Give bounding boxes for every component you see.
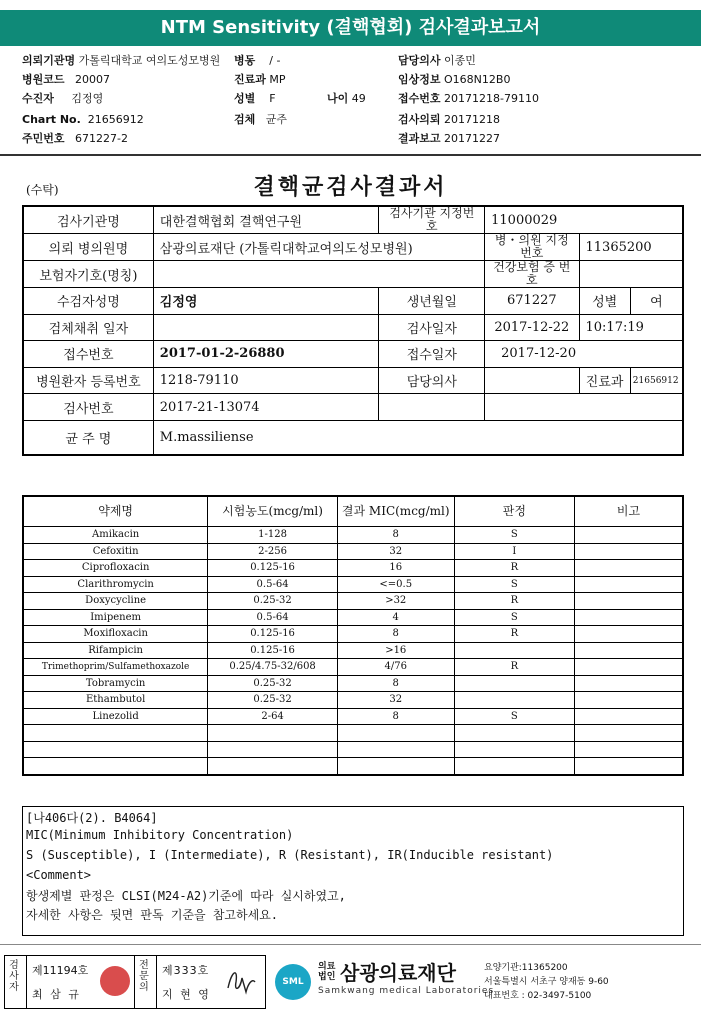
- concentration-cell: 0.5-64: [208, 576, 338, 593]
- sex-label: 성별: [234, 92, 256, 105]
- mic-cell: 32: [337, 692, 454, 709]
- mic-cell: [337, 758, 454, 775]
- remark-cell: [575, 543, 683, 560]
- remark-cell: [575, 725, 683, 742]
- interpretation-cell: R: [454, 626, 574, 643]
- table-row: [23, 626, 683, 643]
- requester-value: 가톨릭대학교 여의도성모병원: [78, 54, 221, 67]
- remark-cell: [575, 593, 683, 610]
- drug-name-cell: Clarithromycin: [23, 576, 208, 593]
- chart-label: Chart No.: [22, 113, 81, 126]
- interpretation-cell: [454, 758, 574, 775]
- dept-value: 21656912: [630, 367, 683, 394]
- dept-label: 진료과: [579, 367, 630, 394]
- interpretation-cell: S: [454, 708, 574, 725]
- remark-cell: [575, 708, 683, 725]
- doctor-label: 담당의사: [379, 367, 485, 394]
- specialist-signature-icon: [222, 964, 258, 998]
- chart-value: 21656912: [87, 113, 144, 126]
- interpretation-cell: R: [454, 659, 574, 676]
- table-row: [23, 758, 683, 775]
- accept-no-label: 접수번호: [23, 341, 153, 368]
- drug-name-cell: Tobramycin: [23, 675, 208, 692]
- table-row: [23, 642, 683, 659]
- consign-mark: (수탁): [26, 183, 59, 197]
- remark-cell: [575, 527, 683, 544]
- interpretation-cell: S: [454, 527, 574, 544]
- specialist-name: 지 현 영: [162, 988, 211, 1001]
- test-no-value: 2017-21-13074: [153, 394, 379, 421]
- drug-name-cell: Imipenem: [23, 609, 208, 626]
- health-label: 건강보험 증 번 호: [485, 261, 579, 288]
- doctor-label: 담당의사: [398, 54, 441, 67]
- remark-cell: [575, 659, 683, 676]
- concentration-cell: [208, 741, 338, 758]
- birth-value: 671227: [485, 288, 579, 315]
- hosp-label: 의뢰 병의원명: [23, 234, 153, 261]
- table-row: [23, 609, 683, 626]
- header-divider: [0, 154, 701, 156]
- drug-name-cell: [23, 725, 208, 742]
- report-notes: [22, 806, 684, 936]
- susceptibility-table: [22, 495, 684, 776]
- table-row: [23, 675, 683, 692]
- examiner-seal-icon: [100, 966, 130, 996]
- mic-cell: 32: [337, 543, 454, 560]
- lab-no-value: 11000029: [485, 206, 683, 234]
- rrn-value: 671227-2: [75, 132, 128, 145]
- drug-name-cell: Moxifloxacin: [23, 626, 208, 643]
- ward-value: / -: [269, 54, 281, 67]
- table-row: [23, 527, 683, 544]
- remark-cell: [575, 626, 683, 643]
- interpretation-cell: [454, 675, 574, 692]
- rrn-label: 주민번호: [22, 132, 65, 145]
- specimen-value: 균주: [265, 113, 288, 126]
- mic-cell: 8: [337, 626, 454, 643]
- remark-cell: [575, 741, 683, 758]
- drug-name-cell: Trimethoprim/Sulfamethoxazole: [23, 659, 208, 676]
- mic-cell: 4/76: [337, 659, 454, 676]
- col-header-remark: 비고: [575, 496, 683, 527]
- org-address: 서울특별시 서초구 양재동 9-60: [484, 977, 609, 987]
- patient-value: 김정영: [71, 92, 104, 105]
- sex-label: 성별: [579, 288, 630, 315]
- name-value: 김정영: [153, 288, 379, 315]
- table-row: [23, 659, 683, 676]
- table-row: [23, 560, 683, 577]
- concentration-cell: 2-256: [208, 543, 338, 560]
- insured-label: 보험자기호(명칭): [23, 261, 153, 288]
- org-name: 삼광의료재단: [340, 961, 456, 985]
- collect-label: 검체채취 일자: [23, 314, 153, 341]
- table-row: [23, 741, 683, 758]
- table-row: [23, 593, 683, 610]
- concentration-cell: [208, 758, 338, 775]
- organism-value: M.massiliense: [153, 420, 683, 455]
- document-title: 결핵균검사결과서: [253, 174, 448, 200]
- health-value: [579, 261, 683, 288]
- patient-label: 수진자: [22, 92, 54, 105]
- examiner-name: 최 삼 규: [32, 988, 81, 1001]
- remark-cell: [575, 609, 683, 626]
- drug-name-cell: [23, 758, 208, 775]
- doctor-value: 이종민: [444, 54, 476, 67]
- interpretation-cell: R: [454, 593, 574, 610]
- notes-legend: S (Susceptible), I (Intermediate), R (Resistant), IR(Inducible resistant): [26, 848, 554, 862]
- concentration-cell: 0.125-16: [208, 626, 338, 643]
- test-date-value: 2017-12-22: [485, 314, 579, 341]
- drug-name-cell: Amikacin: [23, 527, 208, 544]
- organism-label: 균 주 명: [23, 420, 153, 455]
- ward-label: 병동: [234, 54, 256, 67]
- mic-cell: >16: [337, 642, 454, 659]
- sex-value: 여: [630, 288, 683, 315]
- examiner-vertical-label: 검사자: [9, 960, 19, 993]
- lab-no-label: 검사기관 지정번호: [379, 206, 485, 234]
- col-header-interpretation: 판정: [454, 496, 574, 527]
- interpretation-cell: [454, 725, 574, 742]
- test-time-value: 10:17:19: [579, 314, 683, 341]
- report-date-label: 결과보고: [398, 132, 441, 145]
- concentration-cell: 1-128: [208, 527, 338, 544]
- report-footer: [0, 952, 701, 1012]
- request-date-label: 검사의뢰: [398, 113, 441, 126]
- remark-cell: [575, 576, 683, 593]
- request-date-value: 20171218: [444, 113, 501, 126]
- col-header-concentration: 시험농도(mcg/ml): [208, 496, 338, 527]
- notes-comment-heading: <Comment>: [26, 868, 92, 882]
- mic-cell: 4: [337, 609, 454, 626]
- patient-info-table: [22, 205, 684, 456]
- insured-value: [153, 261, 484, 288]
- drug-name-cell: [23, 741, 208, 758]
- accept-date-label: 접수일자: [379, 341, 485, 368]
- hosp-no-label: 병・의원 지정번호: [485, 234, 579, 261]
- specialist-vertical-label: 전문의: [139, 960, 149, 993]
- requester-label: 의뢰기관명: [22, 54, 76, 67]
- hospital-code-label: 병원코드: [22, 73, 65, 86]
- table-row: [23, 543, 683, 560]
- clinical-value: O168N12B0: [444, 73, 511, 86]
- hosp-no-value: 11365200: [579, 234, 683, 261]
- org-code: 요양기관:11365200: [484, 963, 568, 973]
- hosp-value: 삼광의료재단 (가톨릭대학교여의도성모병원): [153, 234, 484, 261]
- drug-name-cell: Rifampicin: [23, 642, 208, 659]
- remark-cell: [575, 692, 683, 709]
- remark-cell: [575, 560, 683, 577]
- report-banner-title: NTM Sensitivity (결핵협회) 검사결과보고서: [0, 10, 701, 46]
- reg-label: 병원환자 등록번호: [23, 367, 153, 394]
- test-no-extra2: [485, 394, 683, 421]
- sml-logo-icon: SML: [275, 964, 311, 1000]
- hospital-code-value: 20007: [75, 73, 111, 86]
- name-label: 수검자성명: [23, 288, 153, 315]
- dept-value: MP: [269, 73, 286, 86]
- test-no-label: 검사번호: [23, 394, 153, 421]
- interpretation-cell: S: [454, 576, 574, 593]
- concentration-cell: 0.25-32: [208, 692, 338, 709]
- remark-cell: [575, 758, 683, 775]
- table-row: [23, 576, 683, 593]
- table-row: [23, 692, 683, 709]
- receipt-label: 접수번호: [398, 92, 441, 105]
- birth-label: 생년월일: [379, 288, 485, 315]
- clinical-label: 임상정보: [398, 73, 441, 86]
- drug-name-cell: Linezolid: [23, 708, 208, 725]
- concentration-cell: 0.25-32: [208, 593, 338, 610]
- concentration-cell: 0.125-16: [208, 560, 338, 577]
- table-row: [23, 725, 683, 742]
- concentration-cell: 2-64: [208, 708, 338, 725]
- mic-cell: 8: [337, 675, 454, 692]
- remark-cell: [575, 675, 683, 692]
- mic-cell: 8: [337, 527, 454, 544]
- col-header-mic: 결과 MIC(mcg/ml): [337, 496, 454, 527]
- mic-cell: 16: [337, 560, 454, 577]
- age-value: 49: [351, 92, 366, 105]
- org-phone: 대표번호 : 02-3497-5100: [484, 991, 592, 1001]
- report-date-value: 20171227: [444, 132, 501, 145]
- mic-cell: <=0.5: [337, 576, 454, 593]
- concentration-cell: 0.125-16: [208, 642, 338, 659]
- examiner-license-no: 제11194호: [32, 964, 89, 977]
- notes-comment-2: 자세한 사항은 뒷면 판독 기준을 참고하세요.: [26, 908, 279, 922]
- notes-comment-1: 항생제별 판정은 CLSI(M24-A2)기준에 따라 실시하였고,: [26, 889, 346, 903]
- lab-label: 검사기관명: [23, 206, 153, 234]
- collect-value: [153, 314, 379, 341]
- interpretation-cell: [454, 642, 574, 659]
- interpretation-cell: R: [454, 560, 574, 577]
- notes-code: [나406다(2). B4064]: [26, 811, 158, 825]
- footer-divider: [0, 944, 701, 945]
- mic-cell: [337, 725, 454, 742]
- reg-value: 1218-79110: [153, 367, 379, 394]
- org-english-name: Samkwang medical Laboratories: [318, 986, 495, 996]
- sex-value: F: [269, 92, 276, 105]
- org-prefix: 의료법인: [318, 962, 336, 982]
- specialist-license-no: 제333호: [162, 964, 210, 977]
- test-date-label: 검사일자: [379, 314, 485, 341]
- notes-mic-def: MIC(Minimum Inhibitory Concentration): [26, 828, 294, 842]
- age-label: 나이: [327, 92, 349, 105]
- interpretation-cell: I: [454, 543, 574, 560]
- table-row: [23, 708, 683, 725]
- receipt-value: 20171218-79110: [444, 92, 539, 105]
- interpretation-cell: [454, 692, 574, 709]
- drug-name-cell: Doxycycline: [23, 593, 208, 610]
- concentration-cell: 0.25-32: [208, 675, 338, 692]
- mic-cell: 8: [337, 708, 454, 725]
- interpretation-cell: S: [454, 609, 574, 626]
- concentration-cell: [208, 725, 338, 742]
- lab-value: 대한결핵협회 결핵연구원: [153, 206, 379, 234]
- dept-label: 진료과: [234, 73, 266, 86]
- mic-cell: >32: [337, 593, 454, 610]
- specimen-label: 검체: [234, 113, 256, 126]
- test-no-extra: [379, 394, 485, 421]
- remark-cell: [575, 642, 683, 659]
- drug-name-cell: Ethambutol: [23, 692, 208, 709]
- doctor-value: [485, 367, 579, 394]
- accept-no-value: 2017-01-2-26880: [153, 341, 379, 368]
- concentration-cell: 0.5-64: [208, 609, 338, 626]
- col-header-drug: 약제명: [23, 496, 208, 527]
- mic-cell: [337, 741, 454, 758]
- drug-name-cell: Ciprofloxacin: [23, 560, 208, 577]
- concentration-cell: 0.25/4.75-32/608: [208, 659, 338, 676]
- drug-name-cell: Cefoxitin: [23, 543, 208, 560]
- interpretation-cell: [454, 741, 574, 758]
- accept-date-value: 2017-12-20: [485, 341, 683, 368]
